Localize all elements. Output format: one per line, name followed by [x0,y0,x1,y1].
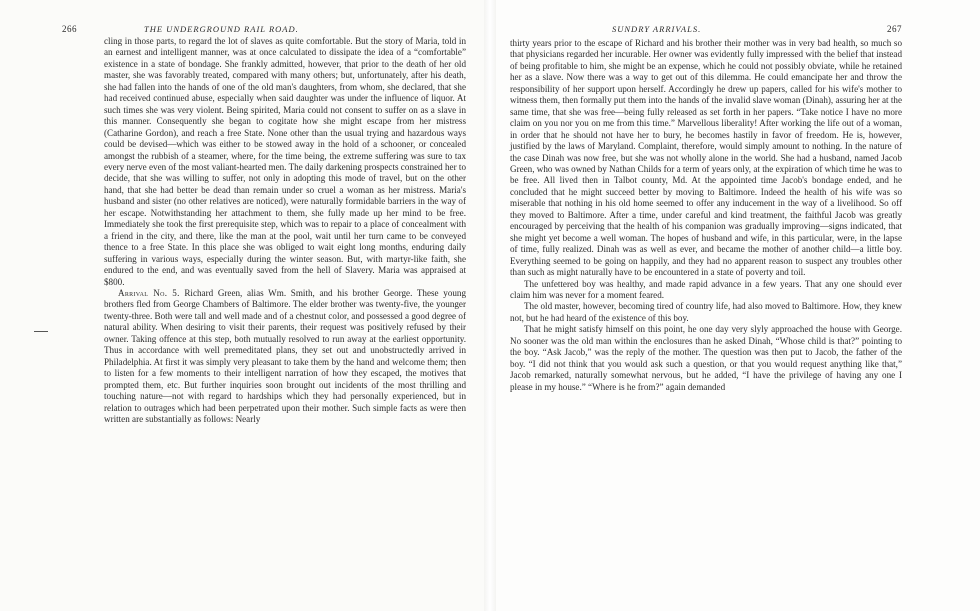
arrival-5-text: Richard Green, alias Wm. Smith, and his brother George. These young brothers fled from George Chambers of Baltimore. The elder brother was twenty-five, the younger twenty-three. Both were tall and well made and of a chestnut color, and possessed a good degree of natural ability. When desiring to visit their parents, their request was positively refused by their owner. Taking offence at this step, both mutually resolved to run away at the earliest opportunity. Thus in accordance with well premeditated plans, they set out and unobstructedly arrived in Philadelphia. At first it was simply very pleasant to take them by the hand and welcome them; then to listen for a few moments to their intelligent narration of how they escaped, the motives that prompted them, etc. But further inquiries soon brought out incidents of the most thrilling and touching nature—not with regard to hardships which they had personally experienced, but in relation to outrages which had been perpetrated upon their mother. Such simple facts as were then written are substantially as follows: Nearly [104,287,467,424]
right-page-number: 267 [887,24,902,34]
left-page-body [104,36,466,425]
book-gutter [484,0,496,611]
left-paragraph-arrival-5 [104,288,466,425]
right-page-body [510,38,902,393]
right-paragraph-visit: That he might satisfy himself on this point, he one day very slyly approached the house with George. No sooner was the old man within the enclosures than he asked Dinah, “Whose child is that?” pointing to the boy. “Ask Jacob,” was the reply of the mother. The question was then put to Jacob, the father of the boy. “I did not think that you would ask such a question, or that you would request anything like that,” Jacob remarked, naturally somewhat nervous, but he added, “I have the privilege of having any one I please in my house.” “Where is he from?” again demanded [510,324,902,392]
margin-mark [34,331,48,332]
right-running-title: SUNDRY ARRIVALS. [612,24,702,34]
right-paragraph-old-master: The old master, however, becoming tired of country life, had also moved to Baltimore. How, they knew not, but he had heard of the existence of this boy. [510,301,902,323]
left-paragraph-maria: cling in those parts, to regard the lot of slaves as quite comfortable. But the story of Maria, told in an earnest and intelligent manner, was at once calculated to dissipate the idea of a “comfortable” existence in a state of bondage. She frankly admitted, however, that prior to the death of her old master, she was favorably treated, compared with many others; but, unfortunately, after his death, she had fallen into the hands of one of the old man's daughters, from whom, she declared, that she had received continued abuse, especially when said daughter was under the influence of liquor. At such times she was very violent. Being spirited, Maria could not consent to suffer on as a slave in this manner. Consequently she began to cogitate how she might escape from her mistress (Catharine Gordon), and reach a free State. None other than the usual trying and hazardous ways could be devised—which was either to be stowed away in the hold of a schooner, or concealed amongst the rubbish of a steamer, where, for the time being, the extreme suffering was sure to tax every nerve even of the most valiant-hearted men. The daily darkening prospects constrained her to decide, that she was willing to suffer, not only in adopting this mode of travel, but on the other hand, that she had better be dead than remain under so cruel a woman as her mistress. Maria's husband and sister (no other relatives are noticed), were naturally formidable barriers in the way of her escape. Notwithstanding her attachment to them, she fully made up her mind to be free. Immediately she took the first prerequisite step, which was to repair to a place of concealment with a friend in the city, and there, like the man at the pool, wait until her turn came to be conveyed thence to a free State. In this place she was obliged to wait eight long months, enduring daily suffering in various ways, especially during the winter season. But, with martyr-like faith, she endured to the end, and was eventually saved from the hell of Slavery. Maria was appraised at $800. [104,36,466,287]
arrival-label: Arrival No. 5. [118,287,180,298]
right-paragraph-boy: The unfettered boy was healthy, and made rapid advance in a few years. That any one should ever claim him was never for a moment feared. [510,278,902,300]
left-running-title: THE UNDERGROUND RAIL ROAD. [144,24,299,34]
right-paragraph-dinah: thirty years prior to the escape of Richard and his brother their mother was in very bad health, so much so that physicians regarded her incurable. Her owner was evidently fully impressed with the belief that instead of being profitable to him, she might be an expense, which he could not possibly obviate, while he retained her as a slave. Now there was a way to get out of this dilemma. He could emancipate her and throw the responsibility of her support upon herself. Accordingly he drew up papers, called for his wife's mother to witness them, then formally put them into the hands of the invalid slave woman (Dinah), assuring her at the same time, that she was free—being fully released as set forth in her papers. “Take notice I have no more claim on you nor you on me from this time.” Marvellous liberality! After working the life out of a woman, in order that he should not have her to bury, he becomes hastily in favor of freedom. He is, however, justified by the laws of Maryland. Complaint, therefore, would simply amount to nothing. In the nature of the case Dinah was now free, but she was not wholly alone in the world. She had a husband, named Jacob Green, who was owned by Nathan Childs for a term of years only, at the expiration of which time he was to be free. All lived then in Talbot county, Md. At the appointed time Jacob's bondage ended, and he concluded that he might succeed better by moving to Baltimore. Indeed the health of his wife was so miserable that nothing in his old home seemed to offer any inducement in the way of a livelihood. So off they moved to Baltimore. After a time, under careful and kind treatment, the faithful Jacob was greatly encouraged by perceiving that the health of his companion was gradually improving—signs indicated, that she might yet become a well woman. The hopes of husband and wife, in this particular, were, in the lapse of time, fully realized. Dinah was as well as ever, and became the mother of another child—a little boy. Everything seemed to be going on happily, and they had no apparent reason to suspect any troubles other than such as might naturally have to be encountered in a state of poverty and toil. [510,38,902,278]
left-page-number: 266 [62,24,77,34]
